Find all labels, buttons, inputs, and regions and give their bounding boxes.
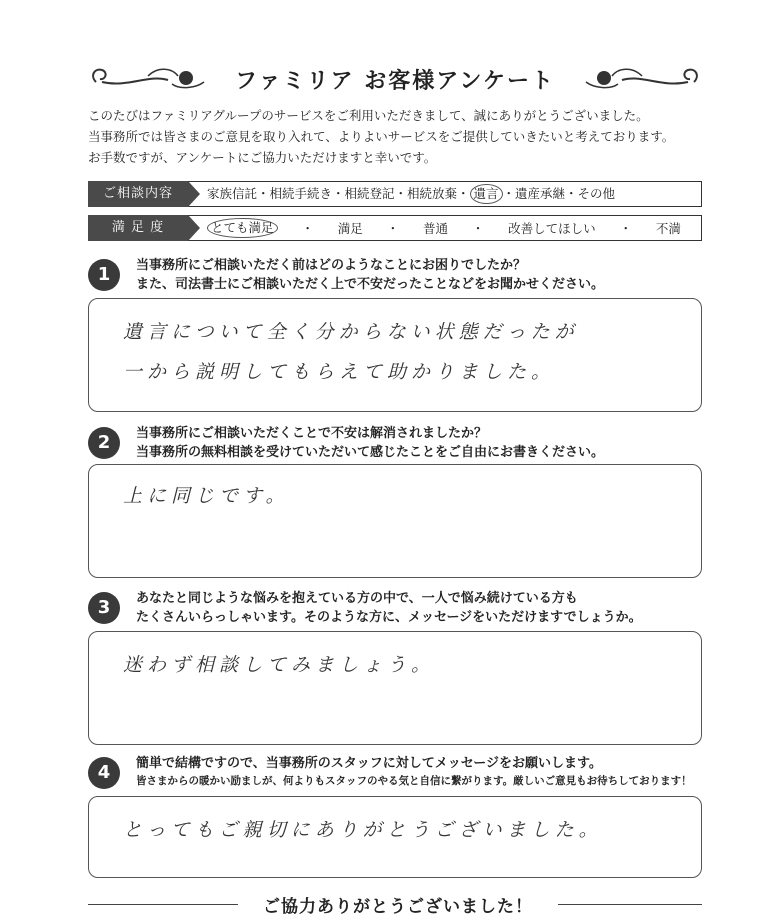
question-line: 当事務所の無料相談を受けていただいて感じたことをご自由にお書きください。: [136, 445, 605, 460]
intro-line: お手数ですが、アンケートにご協力いただけますと幸いです。: [88, 150, 437, 165]
question-number: 4: [88, 757, 120, 789]
intro-text: [88, 105, 728, 168]
separator: ・: [301, 221, 314, 236]
handwritten-answer: 迷わず相談してみましょう。: [123, 654, 436, 676]
handwritten-answer: 上に同じです。: [123, 485, 290, 507]
answer-box[interactable]: [88, 631, 702, 745]
intro-line: 当事務所では皆さまのご意見を取り入れて、よりよいサービスをご提供していきたいと考えております。: [88, 129, 675, 144]
question-number: 3: [88, 592, 120, 624]
satisfaction-option-very-satisfied[interactable]: とても満足: [207, 218, 278, 238]
consult-options-before: 家族信託・相続手続き・相続登記・相続放棄・: [207, 186, 470, 201]
question-number: 1: [88, 259, 120, 291]
answer-box[interactable]: [88, 464, 702, 578]
question-text: [136, 754, 696, 789]
answer-box[interactable]: [88, 796, 702, 878]
intro-line: このたびはファミリアグループのサービスをご利用いただきまして、誠にありがとうございました。: [88, 108, 649, 123]
question-line: たくさんいらっしゃいます。そのような方に、メッセージをいただけますでしょうか。: [136, 610, 642, 625]
satisfaction-option-dissatisfied[interactable]: 不満: [655, 221, 681, 236]
handwritten-answer: 一から説明してもらえて助かりました。: [123, 361, 556, 383]
consult-type-bar: [88, 181, 702, 207]
separator: ・: [386, 221, 400, 236]
question-note: 皆さまからの暖かい励ましが、何よりもスタッフのやる気と自信に繋がります。厳しいご意見もお待ちしております！: [136, 775, 692, 787]
question-text: [136, 589, 696, 627]
consult-options-after: ・遺産承継・その他: [502, 186, 616, 201]
thanks-message: ご協力ありがとうございました！: [263, 897, 533, 917]
satisfaction-option-satisfied[interactable]: 満足: [337, 221, 363, 236]
question-text: [136, 424, 696, 462]
page-title: ファミリア お客様アンケート: [235, 69, 555, 94]
answer-box[interactable]: [88, 298, 702, 412]
satisfaction-option-improve[interactable]: 改善してほしい: [508, 221, 596, 236]
separator: ・: [471, 221, 485, 236]
question-number: 2: [88, 427, 120, 459]
right-ornament-icon: [582, 64, 702, 94]
satisfaction-option-neutral[interactable]: 普通: [422, 221, 448, 236]
divider: [88, 904, 238, 905]
question-line: あなたと同じような悩みを抱えている方の中で、一人で悩み続けている方も: [136, 591, 578, 606]
satisfaction-bar: [88, 215, 702, 241]
title-row: [0, 60, 783, 100]
question-line: 当事務所にご相談いただく前はどのようなことにお困りでしたか？: [136, 258, 527, 273]
question-line: 簡単で結構ですので、当事務所のスタッフに対してメッセージをお願いします。: [136, 756, 602, 771]
consult-type-options: [207, 182, 691, 206]
consult-option-selected[interactable]: 遺言: [470, 184, 503, 204]
question-line: また、司法書士にご相談いただく上で不安だったことなどをお聞かせください。: [136, 277, 605, 292]
divider: [558, 904, 702, 905]
handwritten-answer: とってもご親切にありがとうございました。: [123, 819, 603, 841]
handwritten-answer: 遺言について全く分からない状態だったが: [123, 321, 579, 343]
thanks-row: [88, 892, 702, 916]
consult-type-label: ご相談内容: [88, 181, 188, 207]
separator: ・: [619, 221, 633, 236]
left-ornament-icon: [88, 64, 208, 94]
satisfaction-options: [207, 216, 681, 240]
question-line: 当事務所にご相談いただくことで不安は解消されましたか？: [136, 426, 488, 441]
question-text: [136, 256, 696, 294]
satisfaction-label: 満 足 度: [88, 215, 188, 241]
